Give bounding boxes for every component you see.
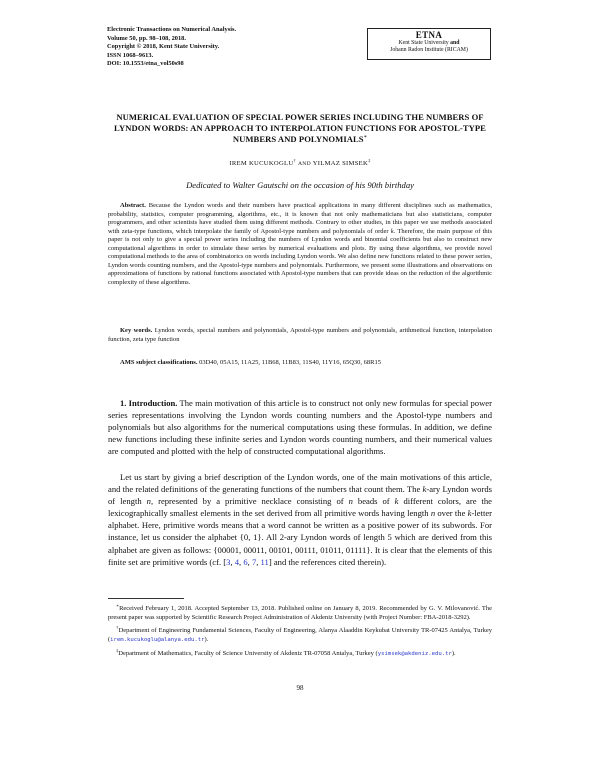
footnotes [108, 602, 492, 660]
citation-link[interactable]: 7 [251, 556, 257, 567]
p2-text: beads of [357, 496, 390, 507]
footnote-1 [108, 602, 492, 622]
footnote-3-text: Department of Mathematics, Faculty of Science University of Akdeniz TR-07058 Antalya, Turkey ( [118, 649, 378, 657]
journal-info [107, 26, 367, 69]
footnote-2-mark: † [116, 625, 119, 631]
introduction-paragraph-1 [108, 397, 492, 457]
keywords-label: Key words. [120, 327, 153, 334]
p2-text: -letter alphabet. Here, primitive words means that a word cannot be written as a positive power of its subwords. For instance, let us consider the alphabet {0, 1}. All 2-ary Lyndon words of length 5 which are derived from this alphabet are given as follows: {00001, 00011, 00101, 00111, 01011, 01111}. It is clear that the elements of this finite set are primitive words (cf. [108, 508, 493, 567]
ams-text: 03D40, 05A15, 11A25, 11B68, 11B83, 11S40, 11Y16, 65Q30, 68R15 [199, 359, 381, 366]
footnote-2-text: Department of Engineering Fundamental Sciences, Faculty of Engineering, Alanya Alaaddin Keykubat University TR-07425 Antalya, Turkey ( [108, 627, 492, 643]
abstract-k: k [390, 227, 394, 235]
math-n: n [430, 508, 436, 519]
etna-affiliation-2: Johann Radon Institute (RICAM) [390, 47, 468, 54]
dedication: Dedicated to Walter Gautschi on the occasion of his 90th birthday [186, 180, 414, 190]
footnote-2-end: ). [204, 635, 209, 643]
journal-issn: ISSN 1068–9613. [107, 51, 154, 59]
authors [108, 158, 492, 167]
footnote-2 [108, 624, 492, 644]
etna-title: ETNA [415, 30, 443, 40]
journal-doi: DOI: 10.1553/etna_vol50s98 [107, 60, 184, 68]
footnote-3-end: ). [451, 649, 456, 657]
introduction-paragraph-2: Let us start by giving a brief description of the Lyndon words, one of the main motivations of this article, and the related definitions of the generating functions of the numbers that count them. The k-ary Lyndon words of length n, represented by a primitive necklace consisting of n beads of k different colors, are the lexicographically smallest elements in the set derived from all primitive words having length n over the k-letter alphabet. Here, primitive words means that a word cannot be written as a positive power of its subwords. For instance, let us consider the alphabet {0, 1}. All 2-ary Lyndon words of length 5 which are derived from this alphabet are given as follows: {00001, 00011, 00101, 00111, 01011, 01111}. It is clear that the elements of this finite set are primitive words (cf. [3, 4, 6, 7, 11] and the references cited therein). [108, 472, 493, 567]
journal-volume: Volume 50, pp. 98–108, 2018. [107, 34, 186, 42]
abstract-text-b: . Therefore, the main purpose of this paper is not only to give a special power series including the numbers of Lyndon words and binomial coefficients but also to construct new computational algorithms in order to simulate these series by numerical evaluations and plots. By using these algorithms, we provide novel computational methods to the area of combinatorics on words including Lyndon words. We also define new functions related to these power series, Lyndon words counting numbers, and the Apostol-type numbers and polynomials. Furthermore, we present some illustrations and observations on approximations of functions by rational functions associated with Apostol-type numbers that can provide ideas on the reduction of the algorithmic complexity of these algorithms. [108, 227, 493, 286]
math-k: k [467, 508, 472, 519]
math-k: k [394, 496, 399, 507]
journal-name: Electronic Transactions on Numerical Analysis. [107, 26, 237, 33]
p2-text: and the references cited therein). [273, 556, 387, 567]
etna-kent-state: Kent State University [398, 40, 449, 46]
p2-text: -ary Lyndon words of length [108, 484, 492, 507]
citation-link[interactable]: 6 [243, 556, 248, 567]
keywords [108, 327, 492, 344]
section-heading: 1. Introduction. [120, 398, 178, 408]
author-2-mark: ‡ [368, 158, 371, 163]
p2-text: over the [437, 508, 466, 519]
page-number: 98 [296, 684, 304, 692]
author-1: IREM KUCUKOGLU [229, 160, 294, 168]
citation-link[interactable]: 3 [226, 556, 231, 567]
etna-and: and [450, 40, 460, 46]
footnote-3 [108, 647, 492, 659]
abstract-text-a: Because the Lyndon words and their numbers have practical applications in many different disciplines such as mathematics, probability, statistics, computer programming, algorithms, etc., it is known that not only mathematicians but also statisticians, computer programmers, and other scientists have studied them using different methods. Contrary to other studies, in this paper we use methods associated with zeta-type functions, which interpolate the family of Apostol-type numbers and polynomials of order [108, 202, 492, 235]
math-k: k [422, 484, 427, 495]
intro-p1-text: The main motivation of this article is to construct not only new formulas for special power series representations involving the Lyndon words counting numbers and the Apostol-type numbers and polynomials but also algorithms for the numerical computations using these formulas. In addition, we define new functions including these infinite series and Lyndon words counting numbers, and their numerical values are computed and plotted with the help of constructed computational algorithms. [108, 398, 492, 457]
abstract-label: Abstract. [120, 202, 146, 209]
paper-title-text: NUMERICAL EVALUATION OF SPECIAL POWER SERIES INCLUDING THE NUMBERS OF LYNDON WORDS: AN APPROACH TO INTERPOLATION FUNCTIONS FOR APOSTOL-TYPE NUMBERS AND POLYNOMIALS [114, 112, 486, 145]
p2-text: different colors, are the lexicographically smallest elements in the set derived from all primitive words having length [108, 496, 492, 519]
ams-classifications [108, 359, 492, 368]
p2-text: , represented by a primitive necklace consisting of [150, 496, 344, 507]
email-link[interactable]: irem.kucukoglu@alanya.edu.tr [110, 636, 205, 643]
footnote-rule [108, 598, 184, 599]
author-1-mark: † [293, 158, 296, 163]
math-n: n [348, 496, 353, 507]
etna-header-box [367, 28, 491, 60]
ams-label: AMS subject classifications. [120, 359, 198, 366]
abstract [108, 202, 492, 287]
citation-link[interactable]: 4 [234, 556, 240, 567]
footnote-1-text: Received February 1, 2018. Accepted September 13, 2018. Published online on January 8, 2019. Recommended by G. V. Milovanović. The present paper was supported by Scientific Research Project Administration of Akdeniz University (with Project Number: FBA-2018-3292). [108, 605, 492, 621]
title-footnote-mark: ∗ [363, 135, 368, 141]
journal-copyright: Copyright © 2018, Kent State University. [107, 43, 220, 51]
author-2: YILMAZ SIMSEK [312, 160, 369, 168]
math-n: n [146, 496, 151, 507]
paper-title [108, 112, 492, 145]
footnote-1-mark: ∗ [116, 603, 120, 608]
authors-and: AND [297, 161, 311, 168]
citation-link[interactable]: 11 [260, 556, 269, 567]
footnote-3-mark: ‡ [116, 647, 119, 653]
p2-text: Let us start by giving a brief description of the Lyndon words, one of the main motivations of this article, and the related definitions of the generating functions of the numbers that count them. The [108, 472, 492, 495]
email-link[interactable]: ysimsek@akdeniz.edu.tr [377, 650, 452, 657]
keywords-text: Lyndon words, special numbers and polynomials, Apostol-type numbers and polynomials, arithmetical function, interpolation function, zeta type function [108, 327, 492, 343]
